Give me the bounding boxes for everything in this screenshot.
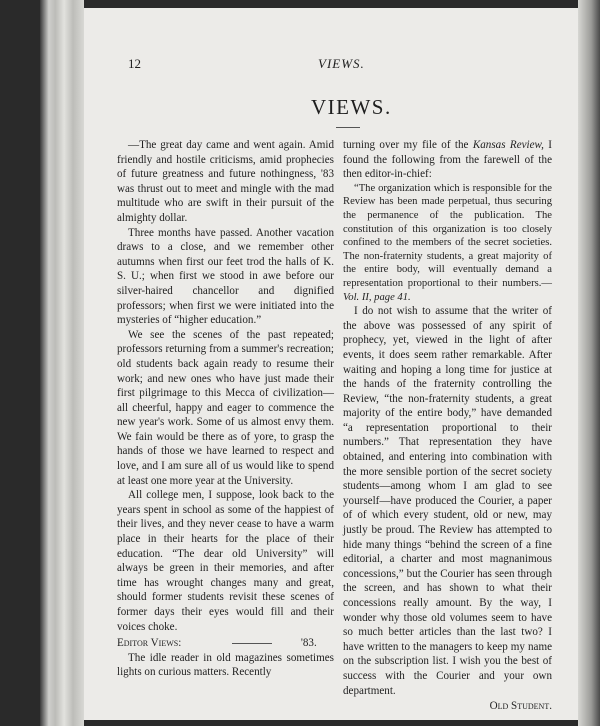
- editor-views-line: [117, 636, 334, 651]
- page-stack-edge: [40, 0, 84, 726]
- article-title: VIEWS.: [311, 95, 392, 119]
- quoted-passage: “The organization which is responsible for the Review has been made perpetual, thus securing the permanence of the publication. The constitution of this organization is too closely confined to the members of the secret societies. The non-fraternity students, a great majority of the entire body, will eventually demand a representation proportional to their numbers.—Vol. II, page 41.: [343, 182, 552, 303]
- right-column: [343, 138, 552, 714]
- signature-83: '83.: [300, 637, 317, 650]
- paragraph: All college men, I suppose, look back to the years spent in school as some of the happiest of their lives, and they never cease to have a warm place in their hearts for the place of their education. “The dear old University” will always be green in their memories, and after time has wrought changes many and great, should former students revisit these scenes of former days their eyes would fill and their voices choke.: [117, 489, 334, 633]
- paragraph: The idle reader in old magazines sometimes lights on curious matters. Recently: [117, 651, 334, 679]
- separator-rule: [232, 643, 272, 644]
- paragraph: turning over my file of the Kansas Review, I found the following from the farewell of the then editor-in-chief:: [343, 139, 552, 181]
- running-head: VIEWS.: [318, 56, 365, 71]
- paragraph: I do not wish to assume that the writer of the above was possessed of any spirit of prophecy, yet, viewed in the light of after events, it does seem rather remarkable. After waiting and hoping a long time for justice at the hands of the fraternity controlling the Review, “the non-fraternity students, a great majority of the entire body,” have demanded “a representation proportional to their numbers.” That representation they have obtained, and entering into combination with the more sensible portion of the secret society students—among whom I am glad to see yourself—have produced the Courier, a paper of of which every student, old or new, may justly be proud. The Review has attempted to hide many things “behind the screen of a fine editorial, a charter and most magnanimous concessions,” but the Courier has seen through the screen, and has shown to what their concessions really amount. By the way, I wonder why those old volumes seem to have so much better articles than the last two? I have written to the managers to keep my name on the subscription list. I wish you the best of success with the Courier and your own department.: [343, 305, 552, 697]
- book-right-edge: [578, 0, 600, 726]
- paragraph: —The great day came and went again. Amid friendly and hostile criticisms, amid prophecies of future greatness and future nothingness, '83 was thrust out to meet and mingle with the mad multitude who are swift in their pursuit of the almighty dollar.: [117, 139, 334, 224]
- signature: Old Student.: [489, 700, 552, 713]
- left-column: [117, 138, 334, 680]
- paragraph: We see the scenes of the past repeated; professors returning from a summer's recreation; old students back again ready to resume their work; and new ones who have just made their first pilgrimage to this Mecca of civilization—all cheerful, happy and eager to commence the new year's work. Some of us almost envy them. We fain would be there as of yore, to grasp the hands of those we have learned to respect and love, and I am sure all of us would like to spend at least one more year at the University.: [117, 328, 334, 487]
- section-heading: Editor Views:: [117, 637, 182, 650]
- page-number: 12: [128, 56, 141, 71]
- title-rule: [336, 127, 360, 128]
- paragraph: Three months have passed. Another vacation draws to a close, and we remember other autumns when first our feet trod the halls of K. S. U.; when first we stood in awe before our silver-haired chancellor and dignified professors; when first we were initiated into the mysteries of “higher education.”: [117, 226, 334, 327]
